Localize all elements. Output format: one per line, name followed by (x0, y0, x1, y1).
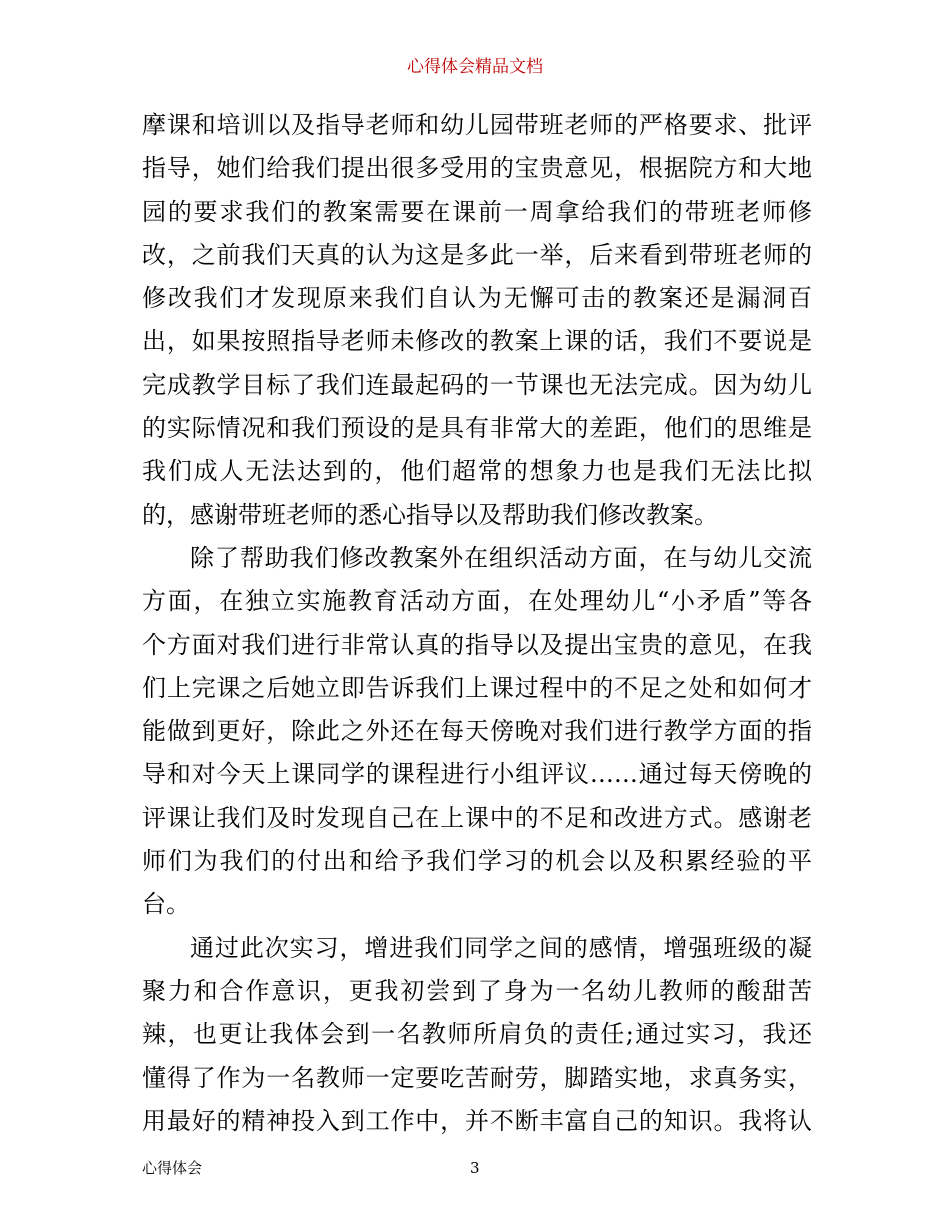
text-line: 能做到更好，除此之外还在每天傍晚对我们进行教学方面的指 (142, 717, 812, 746)
text-line: 改，之前我们天真的认为这是多此一举，后来看到带班老师的 (142, 240, 812, 269)
footer-label: 心得体会 (142, 1159, 203, 1177)
text-line: 完成教学目标了我们连最起码的一节课也无法完成。因为幼儿 (142, 370, 812, 399)
text-line: 师们为我们的付出和给予我们学习的机会以及积累经验的平 (142, 847, 812, 876)
text-line: 们上完课之后她立即告诉我们上课过程中的不足之处和如何才 (142, 673, 812, 702)
text-line: 通过此次实习，增进我们同学之间的感情，增强班级的凝 (190, 933, 812, 962)
text-line: 我们成人无法达到的，他们超常的想象力也是我们无法比拟 (142, 457, 812, 486)
text-line: 方面，在独立实施教育活动方面，在处理幼儿“小矛盾”等各 (142, 587, 812, 616)
text-line: 修改我们才发现原来我们自认为无懈可击的教案还是漏洞百 (142, 284, 812, 313)
text-line: 用最好的精神投入到工作中，并不断丰富自己的知识。我将认 (142, 1106, 812, 1135)
page-header-title: 心得体会精品文档 (407, 57, 543, 77)
text-line: 导和对今天上课同学的课程进行小组评议……通过每天傍晚的 (142, 760, 812, 789)
text-line: 园的要求我们的教案需要在课前一周拿给我们的带班老师修 (142, 197, 812, 226)
text-line: 的实际情况和我们预设的是具有非常大的差距，他们的思维是 (142, 414, 812, 443)
paragraph-2 (142, 537, 812, 927)
text-line: 懂得了作为一名教师一定要吃苦耐劳，脚踏实地，求真务实， (142, 1063, 812, 1092)
text-line: 除了帮助我们修改教案外在组织活动方面，在与幼儿交流 (190, 543, 812, 572)
page-footer (142, 1156, 812, 1180)
page-number: 3 (470, 1159, 480, 1177)
text-line: 的，感谢带班老师的悉心指导以及帮助我们修改教案。 (142, 500, 718, 529)
text-line: 辣，也更让我体会到一名教师所肩负的责任;通过实习，我还 (142, 1020, 812, 1049)
text-line: 台。 (142, 890, 190, 919)
text-line: 摩课和培训以及指导老师和幼儿园带班老师的严格要求、批评 (142, 111, 812, 139)
text-line: 出，如果按照指导老师未修改的教案上课的话，我们不要说是 (142, 327, 812, 356)
text-line: 个方面对我们进行非常认真的指导以及提出宝贵的意见，在我 (142, 630, 812, 659)
text-line: 评课让我们及时发现自己在上课中的不足和改进方式。感谢老 (142, 803, 812, 832)
text-line: 聚力和合作意识，更我初尝到了身为一名幼儿教师的酸甜苦 (142, 976, 812, 1005)
text-line: 指导，她们给我们提出很多受用的宝贵意见，根据院方和大地 (142, 154, 812, 183)
document-body (142, 104, 812, 1143)
paragraph-1 (142, 104, 812, 537)
paragraph-3 (142, 927, 812, 1143)
